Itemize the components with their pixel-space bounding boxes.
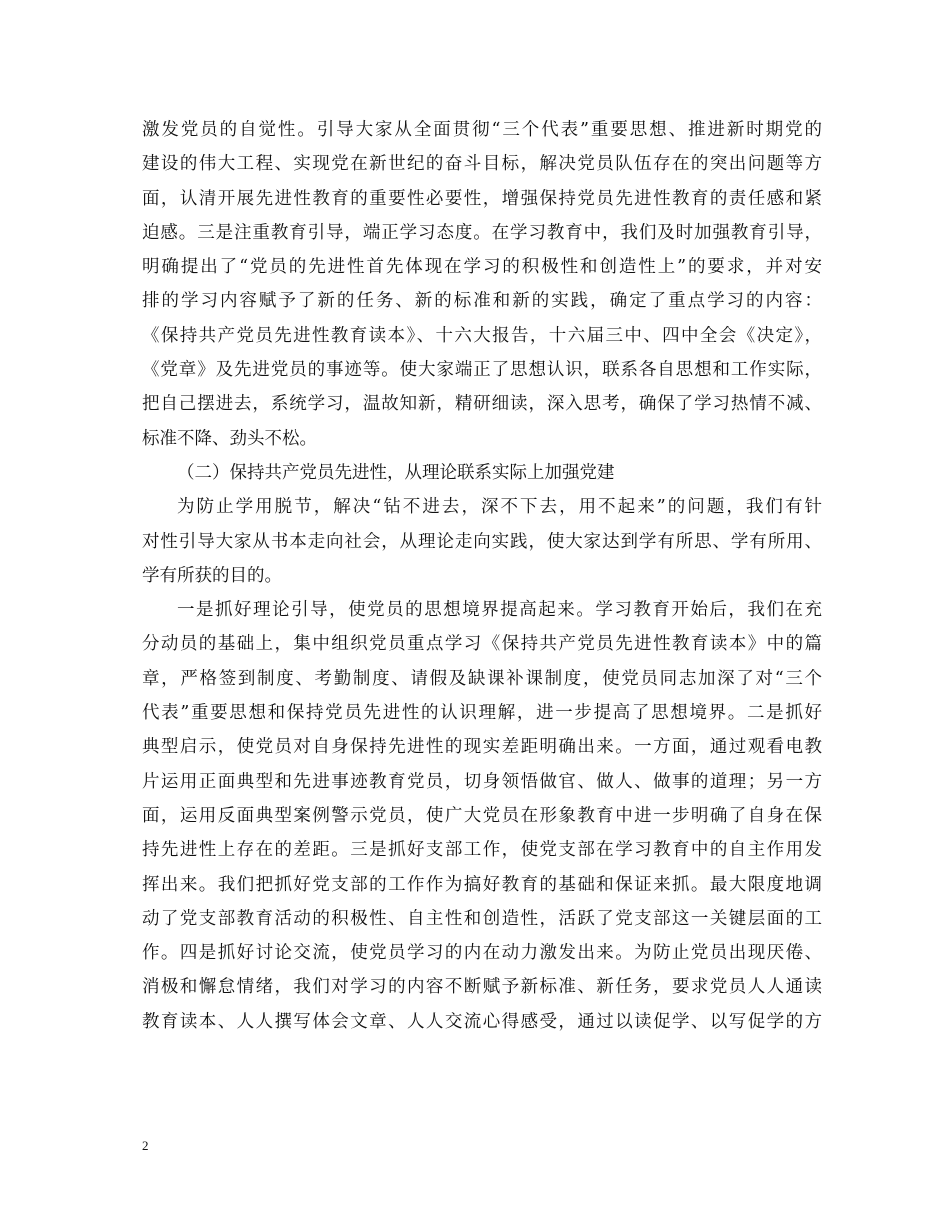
text-line: 学有所获的目的。	[142, 565, 282, 586]
text-line: 消极和懈怠情绪，我们对学习的内容不断赋予新标准、新任务，要求党员人人通读	[142, 977, 822, 998]
text-line: 建设的伟大工程、实现党在新世纪的奋斗目标，解决党员队伍存在的突出问题等方	[142, 154, 822, 175]
text-line: 标准不降、劲头不松。	[142, 428, 317, 449]
text-line: 章，严格签到制度、考勤制度、请假及缺课补课制度，使党员同志加深了对“三个	[142, 668, 822, 689]
text-line: 《保持共产党员先进性教育读本》、十六大报告，十六届三中、四中全会《决定》，	[142, 325, 822, 346]
text-line: 对性引导大家从书本走向社会，从理论走向实践，使大家达到学有所思、学有所用、	[142, 531, 822, 552]
text-line: 教育读本、人人撰写体会文章、人人交流心得感受，通过以读促学、以写促学的方	[142, 1011, 822, 1032]
text-line: 排的学习内容赋予了新的任务、新的标准和新的实践，确定了重点学习的内容：	[142, 291, 822, 312]
text-line: 作。四是抓好讨论交流，使党员学习的内在动力激发出来。为防止党员出现厌倦、	[142, 943, 822, 964]
text-line: 《党章》及先进党员的事迹等。使大家端正了思想认识，联系各自思想和工作实际，	[142, 360, 822, 381]
text-line: 代表”重要思想和保持党员先进性的认识理解，进一步提高了思想境界。二是抓好	[142, 703, 822, 724]
text-line: 迫感。三是注重教育引导，端正学习态度。在学习教育中，我们及时加强教育引导，	[142, 222, 822, 243]
text-line: 为防止学用脱节，解决“钻不进去，深不下去，用不起来”的问题，我们有针	[177, 497, 822, 518]
document-body	[142, 113, 822, 1039]
text-line: 面，认清开展先进性教育的重要性必要性，增强保持党员先进性教育的责任感和紧	[142, 188, 822, 209]
text-line: 明确提出了“党员的先进性首先体现在学习的积极性和创造性上”的要求，并对安	[142, 257, 822, 278]
page-number: 2	[142, 1138, 149, 1153]
text-line: 面，运用反面典型案例警示党员，使广大党员在形象教育中进一步明确了自身在保	[142, 805, 822, 826]
text-line: 典型启示，使党员对自身保持先进性的现实差距明确出来。一方面，通过观看电教	[142, 737, 822, 758]
text-line: 动了党支部教育活动的积极性、自主性和创造性，活跃了党支部这一关键层面的工	[142, 908, 822, 929]
text-line: 持先进性上存在的差距。三是抓好支部工作，使党支部在学习教育中的自主作用发	[142, 840, 822, 861]
text-line: 分动员的基础上，集中组织党员重点学习《保持共产党员先进性教育读本》中的篇	[142, 634, 822, 655]
text-line: 激发党员的自觉性。引导大家从全面贯彻“三个代表”重要思想、推进新时期党的	[142, 120, 822, 140]
text-line: （二）保持共产党员先进性，从理论联系实际上加强党建	[177, 462, 615, 483]
text-line: 一是抓好理论引导，使党员的思想境界提高起来。学习教育开始后，我们在充	[177, 600, 822, 621]
text-line: 片运用正面典型和先进事迹教育党员，切身领悟做官、做人、做事的道理；另一方	[142, 771, 822, 792]
text-line: 把自己摆进去，系统学习，温故知新，精研细读，深入思考，确保了学习热情不减、	[142, 394, 822, 415]
text-line: 挥出来。我们把抓好党支部的工作作为搞好教育的基础和保证来抓。最大限度地调	[142, 874, 822, 895]
